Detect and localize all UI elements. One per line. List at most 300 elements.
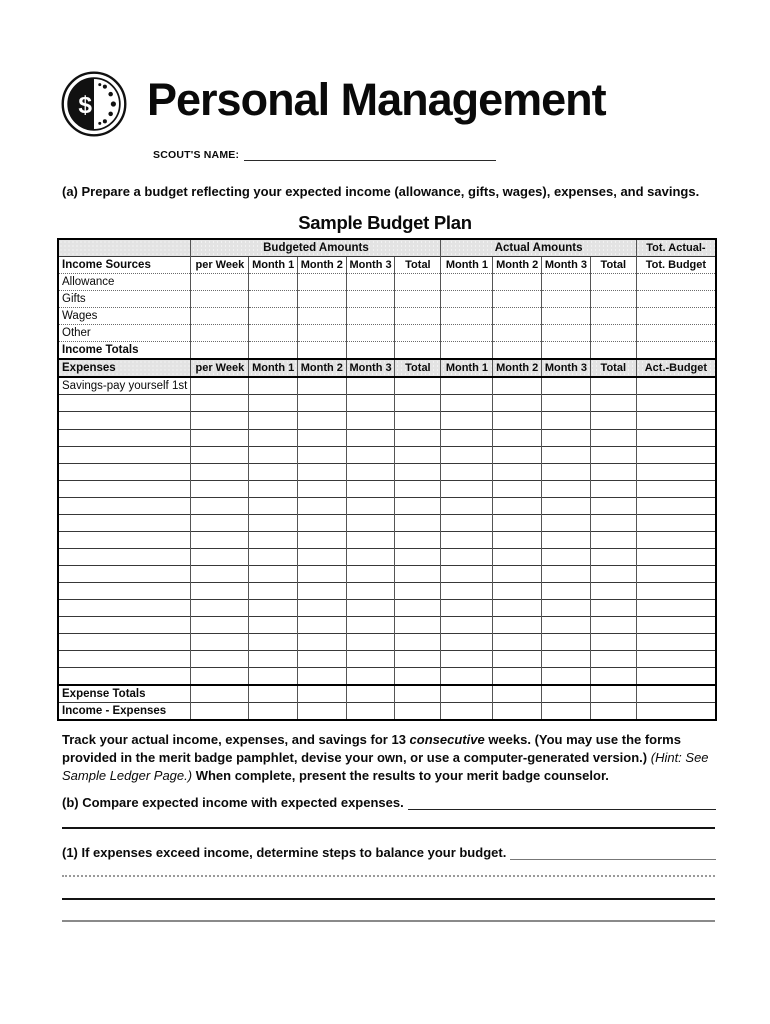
budget-cell[interactable] <box>298 685 347 703</box>
budget-cell[interactable] <box>636 412 716 429</box>
budget-cell[interactable] <box>191 395 249 412</box>
expense-row <box>58 548 716 565</box>
expense-row <box>58 668 716 686</box>
savings-row-label: Savings-pay yourself 1st <box>58 377 191 395</box>
budget-cell[interactable] <box>590 668 636 686</box>
budget-cell[interactable] <box>298 429 347 446</box>
expense-name-cell[interactable] <box>58 497 191 514</box>
budget-cell[interactable] <box>542 342 591 360</box>
budget-cell[interactable] <box>395 703 441 721</box>
budget-cell[interactable] <box>636 274 716 291</box>
budget-cell[interactable] <box>298 325 347 342</box>
budget-cell[interactable] <box>542 463 591 480</box>
budget-cell[interactable] <box>249 395 298 412</box>
budget-cell[interactable] <box>493 497 542 514</box>
budget-cell[interactable] <box>395 446 441 463</box>
budget-cell[interactable] <box>249 325 298 342</box>
budget-cell[interactable] <box>346 565 395 582</box>
budget-cell[interactable] <box>298 377 347 395</box>
budget-cell[interactable] <box>636 291 716 308</box>
budget-cell[interactable] <box>441 565 493 582</box>
budget-cell[interactable] <box>542 325 591 342</box>
budget-cell[interactable] <box>542 703 591 721</box>
budget-cell[interactable] <box>493 668 542 686</box>
budget-cell[interactable] <box>441 463 493 480</box>
budget-cell[interactable] <box>590 617 636 634</box>
budget-cell[interactable] <box>441 668 493 686</box>
budget-cell[interactable] <box>395 617 441 634</box>
budget-cell[interactable] <box>542 480 591 497</box>
budget-cell[interactable] <box>493 429 542 446</box>
budget-cell[interactable] <box>590 514 636 531</box>
budget-cell[interactable] <box>542 514 591 531</box>
budget-cell[interactable] <box>249 412 298 429</box>
budget-cell[interactable] <box>542 291 591 308</box>
budget-cell[interactable] <box>441 308 493 325</box>
budget-cell[interactable] <box>590 651 636 668</box>
budget-cell[interactable] <box>298 599 347 616</box>
budget-cell[interactable] <box>298 634 347 651</box>
budget-cell[interactable] <box>298 703 347 721</box>
budget-cell[interactable] <box>493 599 542 616</box>
budget-cell[interactable] <box>590 497 636 514</box>
budget-cell[interactable] <box>590 342 636 360</box>
budget-cell[interactable] <box>441 599 493 616</box>
budget-cell[interactable] <box>441 514 493 531</box>
budget-cell[interactable] <box>542 308 591 325</box>
budget-cell[interactable] <box>249 617 298 634</box>
budget-cell[interactable] <box>493 463 542 480</box>
budget-cell[interactable] <box>346 274 395 291</box>
expenses-header: Expenses <box>58 359 191 377</box>
budget-cell[interactable] <box>590 480 636 497</box>
budget-cell[interactable] <box>636 514 716 531</box>
budget-cell[interactable] <box>395 634 441 651</box>
budget-cell[interactable] <box>493 548 542 565</box>
budget-cell[interactable] <box>395 582 441 599</box>
budget-cell[interactable] <box>493 651 542 668</box>
budget-cell[interactable] <box>590 599 636 616</box>
budget-cell[interactable] <box>298 668 347 686</box>
budget-cell[interactable] <box>542 599 591 616</box>
expense-name-cell[interactable] <box>58 582 191 599</box>
budget-cell[interactable] <box>249 651 298 668</box>
budget-cell[interactable] <box>542 395 591 412</box>
answer-line[interactable] <box>62 875 715 877</box>
answer-line[interactable] <box>62 827 715 829</box>
budget-cell[interactable] <box>346 634 395 651</box>
budget-cell[interactable] <box>249 565 298 582</box>
expense-name-cell[interactable] <box>58 463 191 480</box>
income-minus-expenses-row <box>58 703 716 721</box>
budget-cell[interactable] <box>636 565 716 582</box>
budget-cell[interactable] <box>542 429 591 446</box>
budget-cell[interactable] <box>493 274 542 291</box>
budget-cell[interactable] <box>395 480 441 497</box>
expense-row <box>58 412 716 429</box>
budget-cell[interactable] <box>441 634 493 651</box>
expense-col-header-7: Month 3 <box>542 359 591 377</box>
expense-name-cell[interactable] <box>58 531 191 548</box>
budget-cell[interactable] <box>191 325 249 342</box>
budget-cell[interactable] <box>298 514 347 531</box>
budget-cell[interactable] <box>346 685 395 703</box>
budget-cell[interactable] <box>395 565 441 582</box>
budget-cell[interactable] <box>249 599 298 616</box>
budget-cell[interactable] <box>590 531 636 548</box>
budget-cell[interactable] <box>441 582 493 599</box>
budget-cell[interactable] <box>395 342 441 360</box>
budget-cell[interactable] <box>590 291 636 308</box>
budget-cell[interactable] <box>346 651 395 668</box>
budget-cell[interactable] <box>249 668 298 686</box>
budget-cell[interactable] <box>346 582 395 599</box>
budget-cell[interactable] <box>590 412 636 429</box>
budget-cell[interactable] <box>590 395 636 412</box>
expense-name-cell[interactable] <box>58 429 191 446</box>
expense-name-cell[interactable] <box>58 565 191 582</box>
budget-cell[interactable] <box>298 274 347 291</box>
requirement-b-label: (b) Compare expected income with expected expenses. <box>62 795 404 810</box>
budget-cell[interactable] <box>636 617 716 634</box>
budget-cell[interactable] <box>191 617 249 634</box>
budget-cell[interactable] <box>636 463 716 480</box>
budget-cell[interactable] <box>542 446 591 463</box>
budget-cell[interactable] <box>249 291 298 308</box>
budget-cell[interactable] <box>346 548 395 565</box>
budget-cell[interactable] <box>542 617 591 634</box>
budget-cell[interactable] <box>298 480 347 497</box>
budget-cell[interactable] <box>298 308 347 325</box>
corner-cell <box>58 239 191 257</box>
savings-row <box>58 377 716 395</box>
budget-cell[interactable] <box>542 651 591 668</box>
budget-cell[interactable] <box>298 291 347 308</box>
budget-cell[interactable] <box>395 274 441 291</box>
budget-cell[interactable] <box>441 617 493 634</box>
budget-cell[interactable] <box>191 703 249 721</box>
budget-cell[interactable] <box>441 412 493 429</box>
budget-cell[interactable] <box>346 514 395 531</box>
budget-cell[interactable] <box>441 531 493 548</box>
budget-cell[interactable] <box>191 531 249 548</box>
expense-name-cell[interactable] <box>58 412 191 429</box>
budget-cell[interactable] <box>493 480 542 497</box>
budget-cell[interactable] <box>191 412 249 429</box>
budget-cell[interactable] <box>298 582 347 599</box>
expenses-header-row <box>58 359 716 377</box>
budget-cell[interactable] <box>636 325 716 342</box>
budget-cell[interactable] <box>590 463 636 480</box>
budget-cell[interactable] <box>191 634 249 651</box>
budget-cell[interactable] <box>191 548 249 565</box>
budget-cell[interactable] <box>395 531 441 548</box>
budget-cell[interactable] <box>298 497 347 514</box>
budget-cell[interactable] <box>636 599 716 616</box>
budget-cell[interactable] <box>590 325 636 342</box>
budget-cell[interactable] <box>441 480 493 497</box>
income-row <box>58 308 716 325</box>
budget-cell[interactable] <box>346 668 395 686</box>
budget-cell[interactable] <box>191 651 249 668</box>
budget-cell[interactable] <box>298 548 347 565</box>
budget-cell[interactable] <box>441 685 493 703</box>
budget-cell[interactable] <box>493 582 542 599</box>
budget-cell[interactable] <box>395 463 441 480</box>
budget-cell[interactable] <box>590 429 636 446</box>
budget-cell[interactable] <box>441 342 493 360</box>
expense-name-cell[interactable] <box>58 634 191 651</box>
budget-cell[interactable] <box>590 446 636 463</box>
income-totals-row <box>58 342 716 360</box>
expense-name-cell[interactable] <box>58 668 191 686</box>
budget-cell[interactable] <box>249 582 298 599</box>
expense-name-cell[interactable] <box>58 395 191 412</box>
income-row-label: Gifts <box>58 291 191 308</box>
budget-cell[interactable] <box>441 395 493 412</box>
budget-cell[interactable] <box>298 617 347 634</box>
budget-cell[interactable] <box>493 565 542 582</box>
budget-cell[interactable] <box>346 480 395 497</box>
budget-cell[interactable] <box>636 651 716 668</box>
requirement-b-answer-line[interactable] <box>408 794 716 810</box>
budget-cell[interactable] <box>395 599 441 616</box>
budget-cell[interactable] <box>441 446 493 463</box>
answer-line[interactable] <box>62 898 715 900</box>
budget-cell[interactable] <box>542 634 591 651</box>
budget-cell[interactable] <box>493 634 542 651</box>
budget-cell[interactable] <box>191 377 249 395</box>
budget-cell[interactable] <box>590 548 636 565</box>
budget-cell[interactable] <box>395 412 441 429</box>
budget-cell[interactable] <box>493 342 542 360</box>
budget-cell[interactable] <box>493 395 542 412</box>
budget-cell[interactable] <box>542 497 591 514</box>
budget-cell[interactable] <box>441 497 493 514</box>
income-col-header-5: Month 1 <box>441 257 493 274</box>
budget-cell[interactable] <box>249 531 298 548</box>
budget-cell[interactable] <box>441 377 493 395</box>
budget-cell[interactable] <box>542 531 591 548</box>
budgeted-amounts-header: Budgeted Amounts <box>191 239 441 257</box>
budget-cell[interactable] <box>636 548 716 565</box>
budget-cell[interactable] <box>636 429 716 446</box>
budget-cell[interactable] <box>441 429 493 446</box>
budget-cell[interactable] <box>636 531 716 548</box>
budget-cell[interactable] <box>493 377 542 395</box>
expense-name-cell[interactable] <box>58 651 191 668</box>
expense-row <box>58 446 716 463</box>
budget-cell[interactable] <box>636 685 716 703</box>
income-col-header-0: per Week <box>191 257 249 274</box>
expense-name-cell[interactable] <box>58 514 191 531</box>
budget-cell[interactable] <box>298 565 347 582</box>
scout-name-input-line[interactable] <box>244 148 496 161</box>
budget-cell[interactable] <box>590 634 636 651</box>
budget-cell[interactable] <box>395 395 441 412</box>
requirement-b1-answer-line[interactable] <box>510 844 716 860</box>
budget-cell[interactable] <box>191 514 249 531</box>
budget-cell[interactable] <box>249 548 298 565</box>
budget-cell[interactable] <box>249 377 298 395</box>
budget-cell[interactable] <box>191 668 249 686</box>
expense-name-cell[interactable] <box>58 446 191 463</box>
budget-cell[interactable] <box>298 395 347 412</box>
budget-cell[interactable] <box>346 463 395 480</box>
budget-cell[interactable] <box>395 685 441 703</box>
budget-cell[interactable] <box>191 342 249 360</box>
budget-cell[interactable] <box>590 377 636 395</box>
expense-name-cell[interactable] <box>58 480 191 497</box>
budget-cell[interactable] <box>636 668 716 686</box>
budget-cell[interactable] <box>590 565 636 582</box>
budget-cell[interactable] <box>542 274 591 291</box>
budget-cell[interactable] <box>636 703 716 721</box>
budget-cell[interactable] <box>395 497 441 514</box>
budget-cell[interactable] <box>636 342 716 360</box>
budget-cell[interactable] <box>191 308 249 325</box>
budget-cell[interactable] <box>636 480 716 497</box>
budget-cell[interactable] <box>542 412 591 429</box>
budget-cell[interactable] <box>441 651 493 668</box>
budget-cell[interactable] <box>542 548 591 565</box>
budget-cell[interactable] <box>249 480 298 497</box>
budget-cell[interactable] <box>636 634 716 651</box>
budget-cell[interactable] <box>441 325 493 342</box>
budget-cell[interactable] <box>191 599 249 616</box>
budget-cell[interactable] <box>298 342 347 360</box>
budget-cell[interactable] <box>395 308 441 325</box>
budget-cell[interactable] <box>298 463 347 480</box>
budget-cell[interactable] <box>493 291 542 308</box>
expense-name-cell[interactable] <box>58 548 191 565</box>
budget-cell[interactable] <box>249 463 298 480</box>
budget-cell[interactable] <box>441 291 493 308</box>
budget-cell[interactable] <box>395 377 441 395</box>
budget-cell[interactable] <box>493 685 542 703</box>
expense-name-cell[interactable] <box>58 599 191 616</box>
budget-cell[interactable] <box>191 274 249 291</box>
budget-cell[interactable] <box>493 531 542 548</box>
budget-cell[interactable] <box>542 685 591 703</box>
budget-cell[interactable] <box>395 548 441 565</box>
budget-cell[interactable] <box>346 308 395 325</box>
budget-cell[interactable] <box>493 446 542 463</box>
budget-cell[interactable] <box>346 395 395 412</box>
budget-cell[interactable] <box>191 429 249 446</box>
budget-cell[interactable] <box>441 703 493 721</box>
budget-cell[interactable] <box>395 514 441 531</box>
budget-cell[interactable] <box>249 274 298 291</box>
budget-cell[interactable] <box>249 703 298 721</box>
expense-col-header-2: Month 2 <box>298 359 347 377</box>
answer-line[interactable] <box>62 920 715 922</box>
budget-cell[interactable] <box>395 291 441 308</box>
budget-cell[interactable] <box>346 497 395 514</box>
budget-cell[interactable] <box>636 497 716 514</box>
expense-row <box>58 395 716 412</box>
budget-cell[interactable] <box>249 342 298 360</box>
budget-cell[interactable] <box>298 531 347 548</box>
budget-cell[interactable] <box>298 446 347 463</box>
budget-cell[interactable] <box>191 497 249 514</box>
budget-cell[interactable] <box>346 531 395 548</box>
tot-budget-header: Tot. Budget <box>636 257 716 274</box>
budget-cell[interactable] <box>636 582 716 599</box>
budget-cell[interactable] <box>493 412 542 429</box>
expense-name-cell[interactable] <box>58 617 191 634</box>
budget-cell[interactable] <box>441 548 493 565</box>
budget-cell[interactable] <box>346 446 395 463</box>
budget-cell[interactable] <box>590 274 636 291</box>
budget-cell[interactable] <box>298 412 347 429</box>
budget-cell[interactable] <box>191 480 249 497</box>
budget-cell[interactable] <box>590 308 636 325</box>
budget-cell[interactable] <box>346 342 395 360</box>
budget-cell[interactable] <box>590 703 636 721</box>
tracking-note-part1: Track your actual income, expenses, and savings for 13 <box>62 732 410 747</box>
budget-cell[interactable] <box>191 685 249 703</box>
budget-cell[interactable] <box>249 308 298 325</box>
budget-cell[interactable] <box>542 668 591 686</box>
budget-cell[interactable] <box>249 514 298 531</box>
budget-cell[interactable] <box>493 514 542 531</box>
budget-cell[interactable] <box>249 685 298 703</box>
expense-col-header-6: Month 2 <box>493 359 542 377</box>
budget-cell[interactable] <box>395 325 441 342</box>
budget-cell[interactable] <box>346 703 395 721</box>
budget-cell[interactable] <box>636 395 716 412</box>
budget-cell[interactable] <box>493 308 542 325</box>
budget-cell[interactable] <box>542 377 591 395</box>
budget-cell[interactable] <box>346 291 395 308</box>
budget-cell[interactable] <box>636 308 716 325</box>
budget-cell[interactable] <box>249 634 298 651</box>
budget-cell[interactable] <box>395 651 441 668</box>
budget-cell[interactable] <box>493 617 542 634</box>
budget-cell[interactable] <box>493 325 542 342</box>
budget-cell[interactable] <box>346 599 395 616</box>
budget-cell[interactable] <box>191 582 249 599</box>
budget-cell[interactable] <box>298 651 347 668</box>
budget-cell[interactable] <box>346 377 395 395</box>
budget-cell[interactable] <box>191 463 249 480</box>
budget-cell[interactable] <box>395 668 441 686</box>
budget-cell[interactable] <box>346 412 395 429</box>
budget-cell[interactable] <box>636 446 716 463</box>
budget-cell[interactable] <box>590 582 636 599</box>
budget-cell[interactable] <box>346 325 395 342</box>
budget-cell[interactable] <box>542 565 591 582</box>
budget-cell[interactable] <box>346 429 395 446</box>
budget-cell[interactable] <box>346 617 395 634</box>
budget-cell[interactable] <box>191 446 249 463</box>
budget-cell[interactable] <box>249 429 298 446</box>
budget-cell[interactable] <box>249 497 298 514</box>
budget-cell[interactable] <box>542 582 591 599</box>
scout-name-row <box>153 148 496 161</box>
tracking-note <box>62 731 718 784</box>
budget-cell[interactable] <box>191 565 249 582</box>
budget-cell[interactable] <box>249 446 298 463</box>
budget-cell[interactable] <box>191 291 249 308</box>
budget-cell[interactable] <box>395 429 441 446</box>
expense-row <box>58 582 716 599</box>
budget-cell[interactable] <box>590 685 636 703</box>
budget-cell[interactable] <box>493 703 542 721</box>
budget-cell[interactable] <box>636 377 716 395</box>
budget-cell[interactable] <box>441 274 493 291</box>
